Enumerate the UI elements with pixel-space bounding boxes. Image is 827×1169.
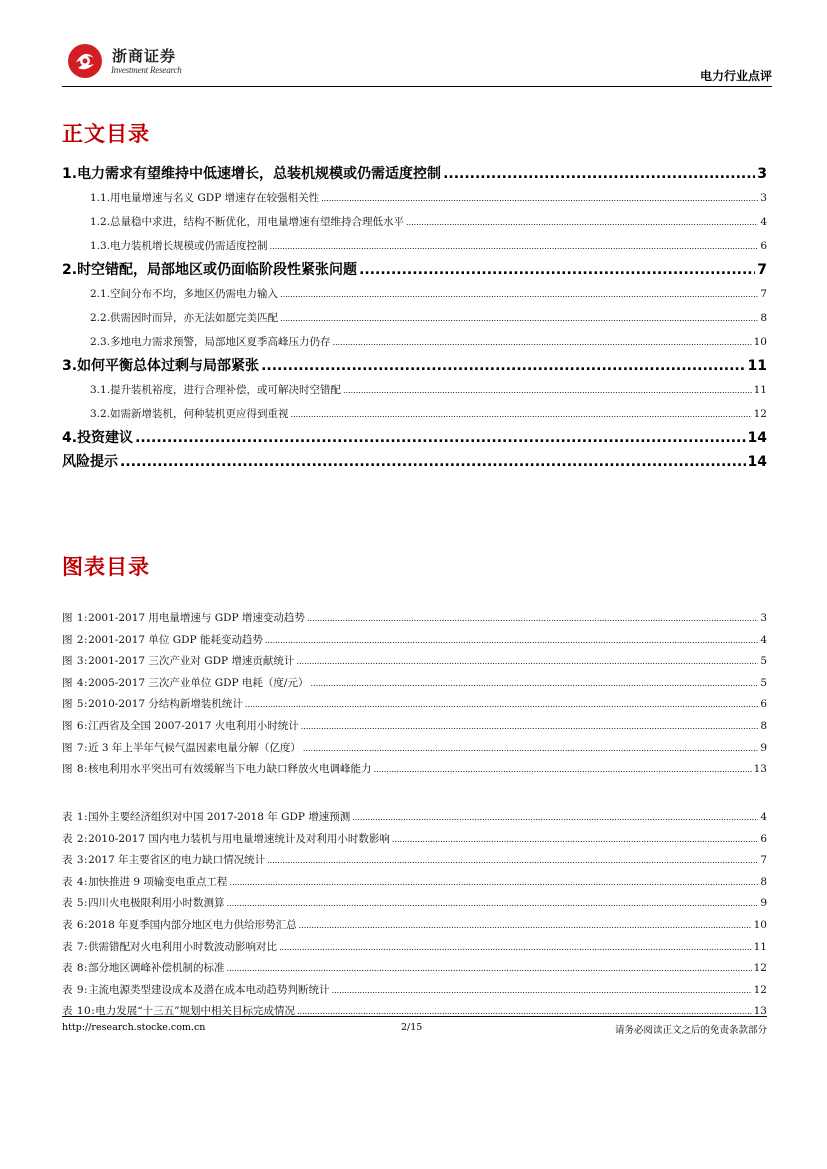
entry-page: 7: [760, 854, 767, 867]
toc-entry-title: 电力需求有望维持中低速增长，总装机规模或仍需适度控制: [77, 166, 442, 182]
footer-url[interactable]: http://research.stocke.com.cn: [62, 1022, 206, 1033]
toc-leader-dots: [280, 307, 758, 330]
entry-leader-dots: [352, 807, 758, 829]
entry-title: 2010-2017 分结构新增装机统计: [88, 698, 243, 711]
toc-entry-title: 供需因时而异，亦无法如愿完美匹配: [110, 312, 279, 324]
entry-label: 表 5:: [62, 897, 89, 910]
page-number: 2/15: [401, 1022, 423, 1033]
toc-entry-number: 3.1.: [90, 384, 111, 396]
toc-title: 正文目录: [62, 122, 150, 146]
page-header: [62, 40, 772, 90]
entry-label: 表 6:: [62, 918, 89, 931]
chart-list-entry[interactable]: [62, 608, 767, 630]
toc-entry-title: 如何平衡总体过剩与局部紧张: [77, 358, 260, 374]
toc-entry-title: 总量稳中求进，结构不断优化，用电量增速有望维持合理低水平: [110, 216, 405, 228]
toc-entry-page: 14: [747, 430, 767, 446]
table-list-entry[interactable]: [62, 807, 767, 829]
entry-page: 4: [760, 633, 767, 646]
entry-page: 5: [760, 676, 767, 689]
entry-title: 2018 年夏季国内部分地区电力供给形势汇总: [88, 918, 297, 931]
entry-title: 2001-2017 单位 GDP 能耗变动趋势: [88, 633, 263, 646]
report-type: 电力行业点评: [699, 69, 772, 83]
toc-entry-number: 4.: [62, 430, 78, 446]
entry-leader-dots: [303, 738, 758, 760]
entry-title: 供需错配对火电利用小时数波动影响对比: [88, 940, 278, 953]
toc-list: [62, 162, 767, 474]
toc-entry-title: 提升装机裕度，进行合理补偿，或可解决时空错配: [110, 384, 342, 396]
chart-list-entry[interactable]: [62, 651, 767, 673]
entry-title: 核电利用水平突出可有效缓解当下电力缺口释放火电调峰能力: [88, 763, 372, 776]
entry-label: 图 1:: [62, 612, 89, 624]
entry-label: 图 7:: [62, 741, 89, 754]
toc-leader-dots: [406, 211, 758, 234]
toc-entry-page: 11: [747, 358, 767, 374]
toc-leader-dots: [261, 354, 745, 378]
toc-entry-number: 1.1.: [90, 192, 111, 204]
entry-label: 图 2:: [62, 633, 89, 646]
toc-entry[interactable]: [62, 258, 767, 282]
table-list-entry[interactable]: [62, 915, 767, 937]
toc-leader-dots: [321, 187, 758, 210]
toc-entry-page: 4: [760, 216, 767, 228]
entry-page: 9: [760, 741, 767, 754]
toc-entry-title: 电力装机增长规模或仍需适度控制: [110, 240, 268, 252]
entry-leader-dots: [301, 716, 759, 738]
toc-entry-page: 8: [760, 312, 767, 324]
toc-entry[interactable]: [62, 306, 767, 330]
toc-entry-page: 3: [760, 192, 767, 204]
toc-entry[interactable]: [62, 354, 767, 378]
company-logo-icon: [66, 42, 104, 80]
table-list-entry[interactable]: [62, 980, 767, 1002]
entry-title: 2001-2017 三次产业对 GDP 增速贡献统计: [88, 655, 295, 668]
entry-label: 表 2:: [62, 832, 89, 845]
toc-entry-number: 1.2.: [90, 216, 111, 228]
entry-label: 表 7:: [62, 940, 89, 953]
company-name-en: Investment Research: [111, 65, 182, 75]
chart-list-entry[interactable]: [62, 738, 767, 760]
toc-leader-dots: [359, 258, 755, 282]
toc-entry[interactable]: [62, 330, 767, 354]
toc-entry-title: 风险提示: [62, 454, 118, 470]
entry-title: 江西省及全国 2007-2017 火电利用小时统计: [88, 719, 299, 732]
entry-page: 11: [753, 940, 767, 953]
toc-leader-dots: [343, 379, 752, 402]
entry-label: 图 8:: [62, 763, 89, 776]
entry-leader-dots: [392, 829, 758, 851]
company-name-cn: 浙商证券: [112, 47, 177, 65]
toc-entry-number: 3.: [62, 358, 78, 374]
toc-entry-number: 2.1.: [90, 288, 111, 300]
entry-leader-dots: [332, 980, 752, 1002]
entry-label: 图 3:: [62, 655, 89, 668]
entry-page: 12: [753, 962, 767, 975]
entry-page: 8: [760, 875, 767, 888]
toc-entry-page: 11: [753, 384, 767, 396]
entry-page: 5: [760, 655, 767, 668]
toc-entry-page: 3: [757, 166, 767, 182]
toc-entry-number: 2.2.: [90, 312, 111, 324]
entry-title: 加快推进 9 项输变电重点工程: [88, 875, 228, 888]
toc-entry[interactable]: [62, 186, 767, 210]
entry-page: 13: [753, 1005, 767, 1018]
entry-page: 3: [760, 612, 767, 624]
table-list-entry[interactable]: [62, 893, 767, 915]
entry-page: 4: [760, 811, 767, 823]
figure-list-title: 图表目录: [62, 555, 150, 579]
header-divider: [62, 86, 772, 87]
table-list-entry[interactable]: [62, 872, 767, 894]
entry-title: 2005-2017 三次产业单位 GDP 电耗（度/元）: [88, 676, 309, 689]
entry-leader-dots: [245, 694, 758, 716]
toc-entry-number: 3.2.: [90, 408, 111, 420]
entry-page: 6: [760, 832, 767, 845]
toc-entry-page: 14: [747, 454, 767, 470]
toc-entry-number: 2.: [62, 262, 78, 278]
entry-title: 主流电源类型建设成本及潜在成本电动趋势判断统计: [88, 983, 330, 996]
entry-label: 图 6:: [62, 719, 89, 732]
entry-label: 表 4:: [62, 875, 89, 888]
entry-leader-dots: [297, 1001, 752, 1023]
chart-list-entry[interactable]: [62, 673, 767, 695]
table-list-entry[interactable]: [62, 850, 767, 872]
entry-leader-dots: [374, 759, 752, 781]
table-list-entry[interactable]: [62, 829, 767, 851]
table-list-entry[interactable]: [62, 958, 767, 980]
entry-title: 2001-2017 用电量增速与 GDP 增速变动趋势: [88, 612, 305, 624]
toc-entry[interactable]: [62, 162, 767, 186]
toc-entry-title: 投资建议: [77, 430, 134, 446]
toc-entry-number: 2.3.: [90, 336, 111, 348]
toc-entry-number: 1.3.: [90, 240, 111, 252]
toc-entry-title: 空间分布不均，多地区仍需电力输入: [110, 288, 279, 300]
table-list-entry[interactable]: [62, 1001, 767, 1023]
entry-title: 2010-2017 国内电力装机与用电量增速统计及对利用小时数影响: [88, 832, 390, 845]
entry-leader-dots: [299, 915, 752, 937]
entry-page: 6: [760, 698, 767, 711]
entry-leader-dots: [227, 893, 759, 915]
toc-leader-dots: [135, 426, 745, 450]
toc-entry-page: 12: [753, 408, 767, 420]
chart-list-entry[interactable]: [62, 716, 767, 738]
entry-title: 国外主要经济组织对中国 2017-2018 年 GDP 增速预测: [88, 811, 351, 823]
entry-label: 图 5:: [62, 698, 89, 711]
toc-entry[interactable]: [62, 378, 767, 402]
entry-page: 12: [753, 983, 767, 996]
entry-title: 近 3 年上半年气候气温因素电量分解（亿度）: [88, 741, 301, 754]
footer-disclaimer: 请务必阅读正文之后的免责条款部分: [614, 1025, 767, 1036]
entry-leader-dots: [267, 850, 758, 872]
entry-page: 13: [753, 763, 767, 776]
chart-list-entry[interactable]: [62, 759, 767, 781]
entry-leader-dots: [296, 651, 758, 673]
toc-entry-page: 7: [757, 262, 767, 278]
entry-title: 电力发展“十三五”规划中相关目标完成情况: [95, 1005, 295, 1018]
toc-entry[interactable]: [62, 402, 767, 426]
entry-label: 表 3:: [62, 854, 89, 867]
chart-list-entry[interactable]: [62, 694, 767, 716]
entry-page: 8: [760, 719, 767, 732]
footer-divider: [62, 1016, 767, 1017]
entry-title: 四川火电极限利用小时数测算: [88, 897, 225, 910]
toc-leader-dots: [291, 403, 752, 426]
entry-label: 表 9:: [62, 983, 89, 996]
entry-label: 表 10:: [62, 1005, 96, 1018]
toc-leader-dots: [333, 331, 752, 354]
entry-leader-dots: [310, 673, 758, 695]
toc-entry-title: 时空错配，局部地区或仍面临阶段性紧张问题: [77, 262, 358, 278]
toc-entry-page: 6: [760, 240, 767, 252]
entry-leader-dots: [307, 608, 758, 630]
toc-entry-title: 如需新增装机，何种装机更应得到重视: [110, 408, 289, 420]
toc-entry-title: 多地电力需求预警，局部地区夏季高峰压力仍存: [110, 336, 331, 348]
entry-leader-dots: [229, 872, 758, 894]
entry-leader-dots: [227, 958, 752, 980]
table-list-entry[interactable]: [62, 937, 767, 959]
entry-leader-dots: [265, 630, 758, 652]
entry-page: 10: [753, 918, 767, 931]
chart-list-entry[interactable]: [62, 630, 767, 652]
toc-entry[interactable]: [62, 450, 767, 474]
chart-list: [62, 608, 767, 781]
toc-leader-dots: [280, 283, 758, 306]
entry-page: 9: [760, 897, 767, 910]
toc-entry-page: 7: [760, 288, 767, 300]
toc-entry-title: 用电量增速与名义 GDP 增速存在较强相关性: [110, 192, 320, 204]
toc-entry-page: 10: [753, 336, 767, 348]
entry-label: 图 4:: [62, 676, 89, 689]
entry-label: 表 1:: [62, 811, 89, 823]
entry-title: 部分地区调峰补偿机制的标准: [88, 962, 225, 975]
toc-entry[interactable]: [62, 234, 767, 258]
toc-entry[interactable]: [62, 282, 767, 306]
table-list: [62, 807, 767, 1023]
toc-leader-dots: [120, 450, 746, 474]
entry-leader-dots: [279, 937, 752, 959]
toc-entry[interactable]: [62, 210, 767, 234]
toc-entry[interactable]: [62, 426, 767, 450]
toc-leader-dots: [270, 235, 759, 258]
toc-entry-number: 1.: [62, 166, 78, 182]
entry-label: 表 8:: [62, 962, 89, 975]
entry-title: 2017 年主要省区的电力缺口情况统计: [88, 854, 266, 867]
toc-leader-dots: [443, 162, 755, 186]
